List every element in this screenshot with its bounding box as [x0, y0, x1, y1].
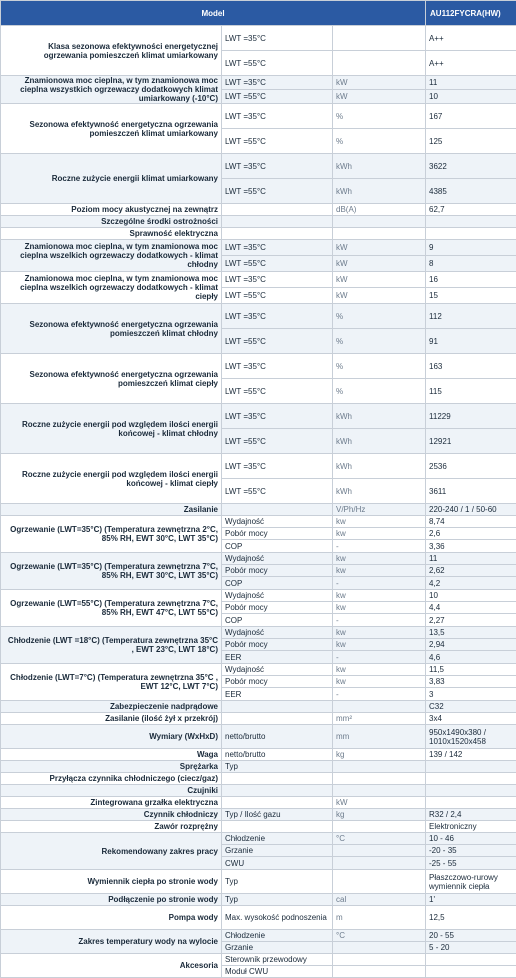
spec-condition: Wydajność	[222, 590, 333, 602]
spec-condition: EER	[222, 688, 333, 701]
header-row	[1, 1, 516, 26]
spec-value: 125	[426, 129, 516, 154]
spec-value: 11229	[426, 404, 516, 429]
spec-value	[426, 785, 516, 797]
spec-label: Zintegrowana grzałka elektryczna	[1, 797, 222, 809]
spec-unit: m	[333, 906, 426, 930]
spec-label: Zakres temperatury wody na wylocie	[1, 930, 222, 954]
spec-label: Klasa sezonowa efektywności energetycznej ogrzewania pomieszczeń klimat umiarkowany	[1, 26, 222, 76]
spec-value: 139 / 142	[426, 749, 516, 761]
spec-unit	[333, 761, 426, 773]
spec-condition: Typ	[222, 894, 333, 906]
spec-condition: Pobór mocy	[222, 602, 333, 614]
spec-value	[426, 954, 516, 966]
spec-condition: LWT =55°C	[222, 179, 333, 204]
table-row	[1, 204, 516, 216]
spec-unit: V/Ph/Hz	[333, 504, 426, 516]
spec-condition: LWT =55°C	[222, 429, 333, 454]
spec-condition: LWT =35°C	[222, 76, 333, 90]
spec-condition: LWT =55°C	[222, 329, 333, 354]
spec-value: 4,6	[426, 651, 516, 664]
spec-unit: mm²	[333, 713, 426, 725]
spec-condition: LWT =55°C	[222, 379, 333, 404]
spec-value: 3x4	[426, 713, 516, 725]
spec-value: 10	[426, 90, 516, 104]
spec-label: Zabezpieczenie nadprądowe	[1, 701, 222, 713]
spec-unit: kWh	[333, 454, 426, 479]
spec-unit: kw	[333, 516, 426, 528]
spec-unit: mm	[333, 725, 426, 749]
table-row	[1, 504, 516, 516]
spec-value: 220-240 / 1 / 50-60	[426, 504, 516, 516]
table-row	[1, 785, 516, 797]
spec-condition	[222, 797, 333, 809]
spec-unit: kW	[333, 256, 426, 272]
spec-condition	[222, 821, 333, 833]
spec-label: Przyłącza czynnika chłodniczego (ciecz/gaz)	[1, 773, 222, 785]
spec-unit: kWh	[333, 179, 426, 204]
spec-value: 10	[426, 590, 516, 602]
spec-condition: Pobór mocy	[222, 639, 333, 651]
spec-unit: %	[333, 104, 426, 129]
spec-label: Znamionowa moc cieplna, w tym znamionowa moc cieplna wszystkich ogrzewaczy dodatkowych klimat umiarkowany (-10°C)	[1, 76, 222, 104]
spec-value: Elektroniczny	[426, 821, 516, 833]
spec-unit	[333, 701, 426, 713]
table-row	[1, 870, 516, 894]
spec-condition: Wydajność	[222, 553, 333, 565]
spec-condition: Max. wysokość podnoszenia	[222, 906, 333, 930]
spec-unit	[333, 821, 426, 833]
spec-unit: kW	[333, 240, 426, 256]
spec-condition: Wydajność	[222, 664, 333, 676]
spec-value: 91	[426, 329, 516, 354]
spec-value: 115	[426, 379, 516, 404]
table-row	[1, 272, 516, 288]
spec-label: Znamionowa moc cieplna, w tym znamionowa moc cieplna wszelkich ogrzewaczy dodatkowych - klimat ciepły	[1, 272, 222, 304]
spec-value	[426, 797, 516, 809]
table-row	[1, 26, 516, 51]
spec-unit: °C	[333, 833, 426, 845]
table-row	[1, 725, 516, 749]
spec-value: 9	[426, 240, 516, 256]
spec-value: 13,5	[426, 627, 516, 639]
spec-condition: LWT =35°C	[222, 104, 333, 129]
spec-label: Podłączenie po stronie wody	[1, 894, 222, 906]
spec-label: Rekomendowany zakres pracy	[1, 833, 222, 870]
spec-condition: LWT =35°C	[222, 404, 333, 429]
spec-unit	[333, 51, 426, 76]
spec-value: 2,62	[426, 565, 516, 577]
spec-unit: kWh	[333, 404, 426, 429]
spec-condition	[222, 204, 333, 216]
spec-value: 3	[426, 688, 516, 701]
table-row	[1, 627, 516, 639]
spec-condition	[222, 701, 333, 713]
table-row	[1, 76, 516, 90]
table-row	[1, 304, 516, 329]
spec-value: 4385	[426, 179, 516, 204]
table-row	[1, 354, 516, 379]
table-row	[1, 833, 516, 845]
spec-condition: LWT =35°C	[222, 454, 333, 479]
spec-condition: Typ	[222, 870, 333, 894]
spec-condition: Chłodzenie	[222, 833, 333, 845]
spec-condition: Pobór mocy	[222, 528, 333, 540]
spec-value: 11	[426, 553, 516, 565]
spec-unit: -	[333, 577, 426, 590]
spec-value: 3622	[426, 154, 516, 179]
spec-unit: kW	[333, 76, 426, 90]
spec-unit: %	[333, 379, 426, 404]
spec-condition: EER	[222, 651, 333, 664]
spec-value: 20 - 55	[426, 930, 516, 942]
spec-condition: LWT =35°C	[222, 272, 333, 288]
table-row	[1, 749, 516, 761]
spec-label: Sezonowa efektywność energetyczna ogrzewania pomieszczeń klimat ciepły	[1, 354, 222, 404]
spec-condition: LWT =55°C	[222, 90, 333, 104]
spec-unit: kW	[333, 797, 426, 809]
spec-unit	[333, 845, 426, 857]
table-row	[1, 154, 516, 179]
spec-unit: kw	[333, 676, 426, 688]
spec-value: 2,6	[426, 528, 516, 540]
spec-unit: %	[333, 329, 426, 354]
table-row	[1, 809, 516, 821]
spec-value: 12921	[426, 429, 516, 454]
spec-condition	[222, 713, 333, 725]
spec-value	[426, 966, 516, 978]
spec-value: -20 - 35	[426, 845, 516, 857]
spec-unit	[333, 26, 426, 51]
spec-label: Roczne zużycie energii klimat umiarkowany	[1, 154, 222, 204]
spec-unit	[333, 228, 426, 240]
table-row	[1, 404, 516, 429]
spec-value: C32	[426, 701, 516, 713]
spec-condition: netto/brutto	[222, 749, 333, 761]
spec-value: 12,5	[426, 906, 516, 930]
spec-value: Płaszczowo-rurowy wymiennik ciepła	[426, 870, 516, 894]
spec-unit: kg	[333, 749, 426, 761]
spec-unit	[333, 216, 426, 228]
spec-condition	[222, 773, 333, 785]
spec-value: 3,36	[426, 540, 516, 553]
spec-label: Sprężarka	[1, 761, 222, 773]
spec-value: 16	[426, 272, 516, 288]
spec-value: 163	[426, 354, 516, 379]
spec-value: 10 - 46	[426, 833, 516, 845]
spec-condition: Pobór mocy	[222, 676, 333, 688]
spec-condition: COP	[222, 577, 333, 590]
spec-condition	[222, 504, 333, 516]
model-code-header: AU112FYCRA(HW)	[426, 1, 516, 26]
spec-unit: -	[333, 540, 426, 553]
table-row	[1, 701, 516, 713]
spec-value: R32 / 2,4	[426, 809, 516, 821]
spec-label: Ogrzewanie (LWT=35°C) (Temperatura zewnętrzna 7°C, 85% RH, EWT 30°C, LWT 35°C)	[1, 553, 222, 590]
spec-unit: kW	[333, 90, 426, 104]
spec-label: Czynnik chłodniczy	[1, 809, 222, 821]
spec-condition	[222, 785, 333, 797]
spec-label: Waga	[1, 749, 222, 761]
spec-value: 4,4	[426, 602, 516, 614]
spec-condition: Grzanie	[222, 942, 333, 954]
spec-label: Szczególne środki ostrożności	[1, 216, 222, 228]
spec-unit	[333, 857, 426, 870]
spec-condition: LWT =55°C	[222, 288, 333, 304]
spec-value: 4,2	[426, 577, 516, 590]
spec-value: 2,94	[426, 639, 516, 651]
table-row	[1, 821, 516, 833]
spec-condition: LWT =35°C	[222, 354, 333, 379]
table-row	[1, 516, 516, 528]
spec-unit: kw	[333, 639, 426, 651]
spec-unit: kg	[333, 809, 426, 821]
spec-value: 11	[426, 76, 516, 90]
spec-value	[426, 761, 516, 773]
spec-label: Zawór rozprężny	[1, 821, 222, 833]
table-row	[1, 761, 516, 773]
spec-condition	[222, 216, 333, 228]
table-row	[1, 454, 516, 479]
spec-unit: %	[333, 129, 426, 154]
spec-unit: -	[333, 688, 426, 701]
spec-value: 5 - 20	[426, 942, 516, 954]
spec-condition: CWU	[222, 857, 333, 870]
spec-condition: LWT =55°C	[222, 129, 333, 154]
spec-label: Zasilanie	[1, 504, 222, 516]
spec-condition: Wydajność	[222, 516, 333, 528]
spec-condition	[222, 228, 333, 240]
spec-condition: LWT =35°C	[222, 26, 333, 51]
spec-label: Sprawność elektryczna	[1, 228, 222, 240]
spec-value: A++	[426, 26, 516, 51]
spec-value: 15	[426, 288, 516, 304]
spec-unit: dB(A)	[333, 204, 426, 216]
spec-condition: LWT =55°C	[222, 479, 333, 504]
spec-label: Akcesoria	[1, 954, 222, 978]
spec-unit	[333, 966, 426, 978]
table-row	[1, 590, 516, 602]
spec-value: 112	[426, 304, 516, 329]
spec-value: 3,83	[426, 676, 516, 688]
spec-condition: COP	[222, 540, 333, 553]
spec-condition: Typ / Ilość gazu	[222, 809, 333, 821]
spec-label: Sezonowa efektywność energetyczna ogrzewania pomieszczeń klimat chłodny	[1, 304, 222, 354]
spec-condition: COP	[222, 614, 333, 627]
spec-value: 950x1490x380 / 1010x1520x458	[426, 725, 516, 749]
spec-unit: kW	[333, 272, 426, 288]
spec-unit: °C	[333, 930, 426, 942]
spec-value: 2,27	[426, 614, 516, 627]
table-row	[1, 797, 516, 809]
spec-unit: kWh	[333, 479, 426, 504]
spec-label: Sezonowa efektywność energetyczna ogrzewania pomieszczeń klimat umiarkowany	[1, 104, 222, 154]
spec-unit: kWh	[333, 154, 426, 179]
spec-label: Chłodzenie (LWT=7°C) (Temperatura zewnętrzna 35°C , EWT 12°C, LWT 7°C)	[1, 664, 222, 701]
table-row	[1, 664, 516, 676]
spec-label: Roczne zużycie energii pod względem ilości energii końcowej - klimat chłodny	[1, 404, 222, 454]
spec-value: 8	[426, 256, 516, 272]
table-row	[1, 894, 516, 906]
spec-condition: Pobór mocy	[222, 565, 333, 577]
table-row	[1, 713, 516, 725]
spec-unit	[333, 954, 426, 966]
spec-condition: LWT =55°C	[222, 256, 333, 272]
spec-condition: Chłodzenie	[222, 930, 333, 942]
spec-condition: Moduł CWU	[222, 966, 333, 978]
spec-unit: kW	[333, 288, 426, 304]
spec-condition: Typ	[222, 761, 333, 773]
spec-value	[426, 228, 516, 240]
spec-unit: cal	[333, 894, 426, 906]
spec-unit	[333, 870, 426, 894]
spec-table-body	[1, 26, 516, 978]
spec-value	[426, 773, 516, 785]
spec-label: Roczne zużycie energii pod względem ilości energii końcowej - klimat ciepły	[1, 454, 222, 504]
spec-unit	[333, 773, 426, 785]
spec-condition: Wydajność	[222, 627, 333, 639]
spec-unit: %	[333, 304, 426, 329]
spec-label: Pompa wody	[1, 906, 222, 930]
table-row	[1, 906, 516, 930]
spec-value	[426, 216, 516, 228]
spec-label: Poziom mocy akustycznej na zewnątrz	[1, 204, 222, 216]
spec-label: Wymiary (WxHxD)	[1, 725, 222, 749]
table-row	[1, 930, 516, 942]
table-row	[1, 553, 516, 565]
spec-unit: %	[333, 354, 426, 379]
spec-value: A++	[426, 51, 516, 76]
spec-unit: -	[333, 614, 426, 627]
spec-label: Wymiennik ciepła po stronie wody	[1, 870, 222, 894]
table-row	[1, 216, 516, 228]
table-row	[1, 240, 516, 256]
spec-value: -25 - 55	[426, 857, 516, 870]
spec-label: Ogrzewanie (LWT=55°C) (Temperatura zewnętrzna 7°C, 85% RH, EWT 47°C, LWT 55°C)	[1, 590, 222, 627]
spec-value: 167	[426, 104, 516, 129]
spec-value: 1'	[426, 894, 516, 906]
spec-unit: kw	[333, 664, 426, 676]
table-row	[1, 954, 516, 966]
table-row	[1, 228, 516, 240]
spec-label: Znamionowa moc cieplna, w tym znamionowa moc cieplna wszelkich ogrzewaczy dodatkowych - klimat chłodny	[1, 240, 222, 272]
spec-condition: netto/brutto	[222, 725, 333, 749]
spec-unit	[333, 942, 426, 954]
spec-unit: kw	[333, 553, 426, 565]
spec-unit: kWh	[333, 429, 426, 454]
spec-unit: -	[333, 651, 426, 664]
spec-label: Ogrzewanie (LWT=35°C) (Temperatura zewnętrzna 2°C, 85% RH, EWT 30°C, LWT 35°C)	[1, 516, 222, 553]
spec-value: 3611	[426, 479, 516, 504]
table-row	[1, 104, 516, 129]
spec-value: 62,7	[426, 204, 516, 216]
spec-label: Zasilanie (ilość żył x przekrój)	[1, 713, 222, 725]
spec-unit: kw	[333, 565, 426, 577]
spec-unit: kw	[333, 590, 426, 602]
spec-label: Czujniki	[1, 785, 222, 797]
spec-condition: LWT =35°C	[222, 154, 333, 179]
spec-unit	[333, 785, 426, 797]
spec-condition: Sterownik przewodowy	[222, 954, 333, 966]
spec-label: Chłodzenie (LWT =18°C) (Temperatura zewnętrzna 35°C , EWT 23°C, LWT 18°C)	[1, 627, 222, 664]
spec-unit: kw	[333, 602, 426, 614]
spec-unit: kw	[333, 627, 426, 639]
spec-condition: LWT =35°C	[222, 240, 333, 256]
model-header: Model	[1, 1, 426, 26]
spec-condition: LWT =35°C	[222, 304, 333, 329]
table-row	[1, 773, 516, 785]
spec-condition: Grzanie	[222, 845, 333, 857]
spec-unit: kw	[333, 528, 426, 540]
spec-value: 2536	[426, 454, 516, 479]
spec-value: 8,74	[426, 516, 516, 528]
spec-condition: LWT =55°C	[222, 51, 333, 76]
spec-value: 11,5	[426, 664, 516, 676]
